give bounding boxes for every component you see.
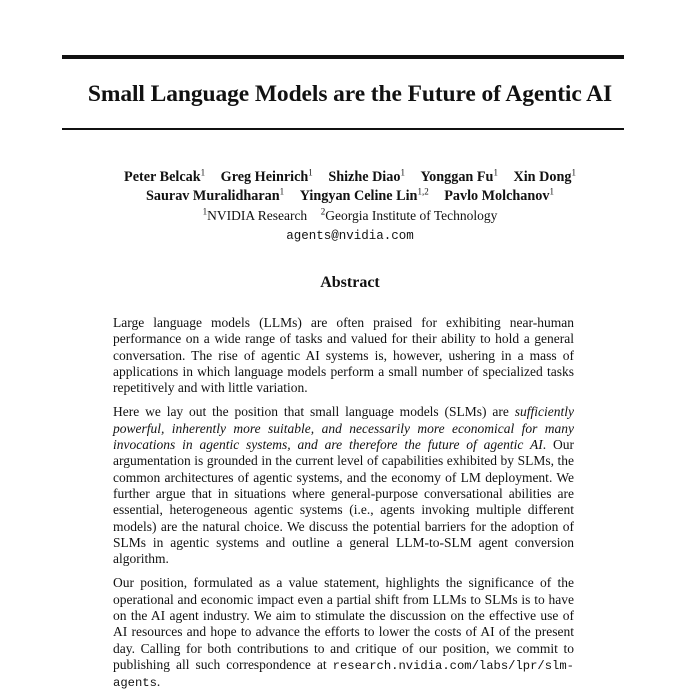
paper-title: Small Language Models are the Future of Agentic AI: [87, 81, 613, 107]
affiliation: $^2$Georgia Institute of Technology: [320, 206, 498, 223]
title-bottom-rule: [62, 128, 624, 130]
project-url: research.nvidia.com/labs/lpr/slm-agents: [113, 658, 574, 691]
abstract-paragraph-3: Our position, formulated as a value statement, highlights the significance of the operational and economic impact even a partial shift from LLMs to SLMs is to have on the AI agent industry. We aim to stimulate the discussion on the effective use of AI resources and hope to advance the efforts to lower the costs of AI of the present day. Calling for both contributions to and critique of our position, we commit to publishing all such correspondence at research.nvidia.com/labs/lpr/slm-agents.: [113, 575, 574, 691]
abstract-heading: Abstract: [320, 274, 380, 291]
author: Greg Heinrich$^1$: [220, 167, 313, 185]
abstract-paragraph-1: Large language models (LLMs) are often praised for exhibiting near-human performance on a wide range of tasks and valued for their ability to hold a general conversation. The rise of agentic AI systems is, however, ushering in a mass of applications in which language models perform a small number of specialized tasks repetitively and with little variation.: [113, 315, 574, 396]
abstract-body: [113, 315, 574, 700]
contact-email: agents@nvidia.com: [286, 229, 414, 243]
affiliation-line: [0, 206, 700, 226]
author: Shizhe Diao$^1$: [328, 167, 405, 185]
abstract-paragraph-2: Here we lay out the position that small language models (SLMs) are sufficiently powerful, inherently more suitable, and necessarily more economical for many invocations in agentic systems, and are therefore the future of agentic AI. Our argumentation is grounded in the current level of capabilities exhibited by SLMs, the common architectures of agentic systems, and the economy of LM deployment. We further argue that in situations where general-purpose conversational abilities are essential, heterogeneous agentic systems (i.e., agents invoking multiple different models) are the natural choice. We discuss the potential barriers for the adoption of SLMs in agentic systems and outline a general LLM-to-SLM agent conversion algorithm.: [113, 404, 574, 567]
author: Yingyan Celine Lin$^{1,2}$: [299, 186, 429, 204]
author-line-2: [0, 187, 700, 206]
author: Xin Dong$^1$: [513, 167, 576, 185]
author: Yonggan Fu$^1$: [420, 167, 498, 185]
author-line-1: [0, 168, 700, 187]
author-block: [0, 168, 700, 246]
author: Peter Belcak$^1$: [124, 167, 206, 185]
position-statement: sufficiently powerful, inherently more suitable, and necessarily more economical for many invocations in agentic systems, and are therefore the future of agentic AI: [113, 404, 574, 453]
email-line: [0, 226, 700, 246]
title-top-rule: [62, 55, 624, 59]
author: Saurav Muralidharan$^1$: [146, 186, 285, 204]
affiliation: $^1$NVIDIA Research: [202, 206, 308, 223]
author: Pavlo Molchanov$^1$: [444, 186, 554, 204]
